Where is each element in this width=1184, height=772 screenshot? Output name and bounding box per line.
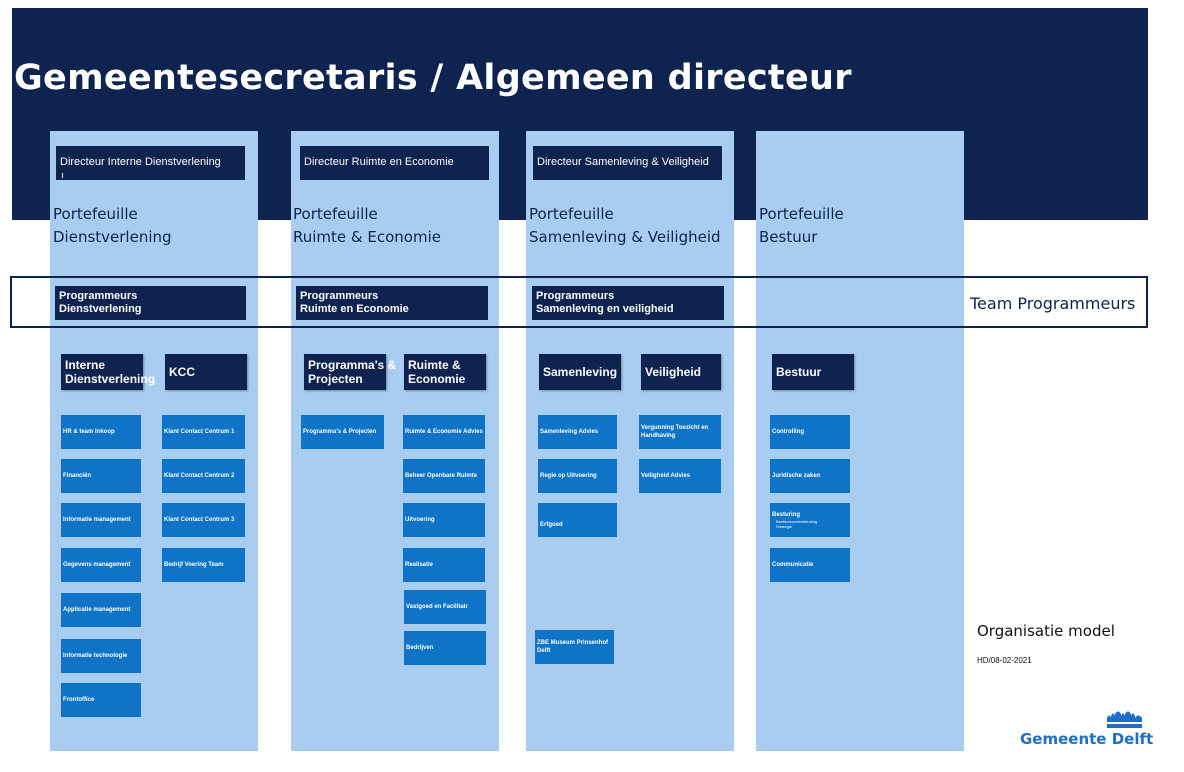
programmeurs-dienstverlening[interactable]: Programmeurs Dienstverlening bbox=[55, 286, 246, 320]
page-title: Gemeentesecretaris / Algemeen directeur bbox=[14, 58, 852, 98]
unit-programmas-projecten[interactable]: Programma's & Projecten bbox=[301, 415, 384, 449]
unit-vergunning-toezicht-handhaving[interactable]: Vergunning Toezicht en Handhaving bbox=[639, 415, 721, 449]
unit-samenleving-advies[interactable]: Samenleving Advies bbox=[538, 415, 617, 449]
unit-bedrijf-voering-team[interactable]: Bedrijf Voering Team bbox=[162, 548, 245, 582]
portfolio-samenleving-veiligheid: Portefeuille Samenleving & Veiligheid bbox=[529, 205, 721, 246]
unit-veiligheid-advies[interactable]: Veiligheid Advies bbox=[639, 459, 721, 493]
team-kcc[interactable]: KCC bbox=[165, 354, 247, 390]
date-code: HD/08-02-2021 bbox=[977, 656, 1032, 665]
unit-controlling[interactable]: Controlling bbox=[770, 415, 850, 449]
director-ruimte-economie[interactable]: Directeur Ruimte en Economie bbox=[300, 146, 489, 180]
portfolio-ruimte-economie: Portefeuille Ruimte & Economie bbox=[293, 205, 441, 246]
team-programmeurs-label: Team Programmeurs bbox=[970, 294, 1136, 313]
unit-frontoffice[interactable]: Frontoffice bbox=[61, 683, 141, 717]
portfolio-bestuur: Portefeuille Bestuur bbox=[759, 205, 844, 246]
team-bestuur[interactable]: Bestuur bbox=[772, 354, 854, 390]
unit-ruimte-economie-advies[interactable]: Ruimte & Economie Advies bbox=[403, 415, 485, 449]
gemeente-delft-logo: Gemeente Delft bbox=[1020, 730, 1154, 748]
unit-communicatie[interactable]: Communicatie bbox=[770, 548, 850, 582]
unit-gegevens-management[interactable]: Gegevens management bbox=[61, 548, 141, 582]
unit-realisatie[interactable]: Realisatie bbox=[403, 548, 485, 582]
team-veiligheid[interactable]: Veiligheid bbox=[641, 354, 721, 390]
unit-juridische-zaken[interactable]: Juridische zaken bbox=[770, 459, 850, 493]
unit-regie-op-uitvoering[interactable]: Regie op Uitvoering bbox=[538, 459, 617, 493]
unit-hr-inkoop[interactable]: HR & team Inkoop bbox=[61, 415, 141, 449]
unit-beheer-openbare-ruimte[interactable]: Beheer Openbare Ruimte bbox=[403, 459, 485, 493]
programmeurs-samenleving-veiligheid[interactable]: Programmeurs Samenleving en veiligheid bbox=[532, 286, 724, 320]
unit-zbe-museum-prinsenhof[interactable]: ZBE Museum Prinsenhof Delft bbox=[535, 630, 614, 664]
unit-kcc-3[interactable]: Klant Contact Centrum 3 bbox=[162, 503, 245, 537]
unit-applicatie-management[interactable]: Applicatie management bbox=[61, 593, 141, 627]
unit-financien[interactable]: Financiën bbox=[61, 459, 141, 493]
team-samenleving[interactable]: Samenleving bbox=[539, 354, 621, 390]
delft-skyline-icon bbox=[1107, 710, 1142, 728]
unit-informatie-technologie[interactable]: Informatie technologie bbox=[61, 639, 141, 673]
unit-informatie-management[interactable]: Informatie management bbox=[61, 503, 141, 537]
director-interne-dienstverlening[interactable]: Directeur Interne Dienstverlening bbox=[56, 146, 245, 180]
portfolio-dienstverlening: Portefeuille Dienstverlening bbox=[53, 205, 172, 246]
team-programmas-projecten[interactable]: Programma's & Projecten bbox=[304, 354, 386, 390]
unit-erfgoed[interactable]: Erfgoed bbox=[538, 503, 617, 537]
unit-vastgoed-facilitair[interactable]: Vastgoed en Facilitair bbox=[404, 590, 486, 624]
director-samenleving-veiligheid[interactable]: Directeur Samenleving & Veiligheid bbox=[533, 146, 722, 180]
text-cursor-mark bbox=[62, 173, 63, 178]
unit-kcc-1[interactable]: Klant Contact Centrum 1 bbox=[162, 415, 245, 449]
team-ruimte-economie[interactable]: Ruimte & Economie bbox=[404, 354, 486, 390]
unit-uitvoering[interactable]: Uitvoering bbox=[403, 503, 485, 537]
unit-kcc-2[interactable]: Klant Contact Centrum 2 bbox=[162, 459, 245, 493]
team-interne-dienstverlening[interactable]: Interne Dienstverlening bbox=[61, 354, 143, 390]
unit-besturing[interactable]: Besturing Bestuursondersteuning Strategie bbox=[770, 503, 850, 537]
programmeurs-ruimte-economie[interactable]: Programmeurs Ruimte en Economie bbox=[296, 286, 488, 320]
unit-bedrijven[interactable]: Bedrijven bbox=[404, 631, 486, 665]
organisatie-model-label: Organisatie model bbox=[977, 622, 1115, 640]
